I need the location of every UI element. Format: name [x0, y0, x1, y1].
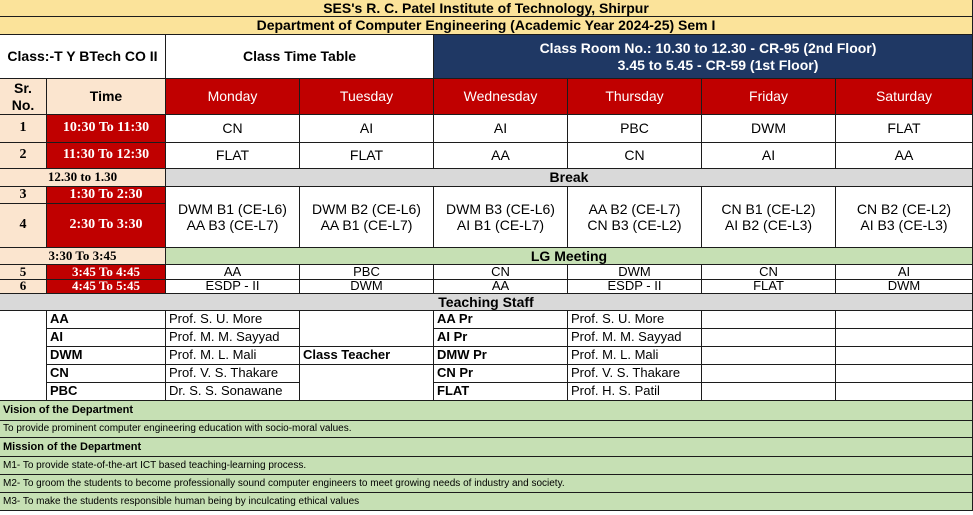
staff-empty-cell [702, 311, 836, 329]
slot-2-monday: FLAT [166, 143, 300, 169]
staff-left-name-4: Prof. V. S. Thakare [166, 365, 300, 383]
slot-5-thursday: DWM [568, 265, 702, 280]
slot-5-tuesday: PBC [300, 265, 434, 280]
lg-meeting-label: LG Meeting [166, 248, 973, 265]
time-slot-3: 1:30 To 2:30 [47, 187, 166, 204]
class-teacher-blank-bottom [300, 365, 434, 401]
mission-item-3: M3- To make the students responsible human being by inculcating ethical values [0, 493, 973, 511]
slot-6-thursday: ESDP - II [568, 280, 702, 294]
staff-empty-cell [836, 365, 973, 383]
staff-right-code-3: DMW Pr [434, 347, 568, 365]
slot-5-friday: CN [702, 265, 836, 280]
slot-6-saturday: DWM [836, 280, 973, 294]
day-header-saturday: Saturday [836, 79, 973, 115]
staff-right-name-2: Prof. M. M. Sayyad [568, 329, 702, 347]
classroom-line-1: Class Room No.: 10.30 to 12.30 - CR-95 (2nd Floor) [539, 40, 877, 57]
slot-6-wednesday: AA [434, 280, 568, 294]
staff-left-name-1: Prof. S. U. More [166, 311, 300, 329]
lab-friday-line-2: AI B2 (CE-L3) [724, 217, 813, 233]
slot-1-tuesday: AI [300, 115, 434, 143]
vision-text: To provide prominent computer engineering education with socio-moral values. [0, 421, 973, 438]
department-title: Department of Computer Engineering (Academic Year 2024-25) Sem I [0, 17, 973, 35]
slot-1-thursday: PBC [568, 115, 702, 143]
sr-2: 2 [0, 143, 47, 169]
lab-wednesday-line-2: AI B1 (CE-L7) [456, 217, 545, 233]
teaching-staff-title: Teaching Staff [0, 294, 973, 311]
lab-monday-line-2: AA B3 (CE-L7) [186, 217, 279, 233]
staff-spacer [0, 311, 47, 401]
staff-left-name-5: Dr. S. S. Sonawane [166, 383, 300, 401]
staff-empty-cell [702, 329, 836, 347]
slot-1-monday: CN [166, 115, 300, 143]
class-label: Class:-T Y BTech CO II [0, 35, 166, 79]
lab-saturday-line-1: CN B2 (CE-L2) [856, 200, 952, 217]
lab-saturday-line-2: AI B3 (CE-L3) [860, 217, 948, 233]
bottom-edge [0, 511, 973, 515]
staff-left-code-1: AA [47, 311, 166, 329]
lab-monday-line-1: DWM B1 (CE-L6) [178, 200, 287, 217]
staff-empty-cell [836, 347, 973, 365]
slot-2-friday: AI [702, 143, 836, 169]
staff-left-code-3: DWM [47, 347, 166, 365]
lab-wednesday [434, 187, 568, 248]
break-time: 12.30 to 1.30 [0, 169, 166, 187]
lab-monday [166, 187, 300, 248]
sr-1: 1 [0, 115, 47, 143]
sr-6: 6 [0, 280, 47, 294]
lg-meeting-time: 3:30 To 3:45 [0, 248, 166, 265]
day-header-tuesday: Tuesday [300, 79, 434, 115]
slot-5-wednesday: CN [434, 265, 568, 280]
slot-6-tuesday: DWM [300, 280, 434, 294]
staff-right-name-5: Prof. H. S. Patil [568, 383, 702, 401]
sr-no-header-text: Sr. No. [11, 80, 35, 113]
staff-right-name-3: Prof. M. L. Mali [568, 347, 702, 365]
institute-title: SES's R. C. Patel Institute of Technology, Shirpur [0, 0, 973, 17]
sr-4: 4 [0, 204, 47, 248]
day-header-monday: Monday [166, 79, 300, 115]
slot-5-monday: AA [166, 265, 300, 280]
time-slot-4: 2:30 To 3:30 [47, 204, 166, 248]
staff-empty-cell [836, 329, 973, 347]
class-teacher-label: Class Teacher [300, 347, 434, 365]
slot-6-monday: ESDP - II [166, 280, 300, 294]
sr-3: 3 [0, 187, 47, 204]
staff-left-name-3: Prof. M. L. Mali [166, 347, 300, 365]
slot-2-wednesday: AA [434, 143, 568, 169]
vision-title: Vision of the Department [0, 401, 973, 421]
slot-2-saturday: AA [836, 143, 973, 169]
classroom-line-2: 3.45 to 5.45 - CR-59 (1st Floor) [617, 56, 819, 73]
slot-6-friday: FLAT [702, 280, 836, 294]
day-header-wednesday: Wednesday [434, 79, 568, 115]
slot-1-saturday: FLAT [836, 115, 973, 143]
lab-thursday-line-2: CN B3 (CE-L2) [587, 217, 682, 233]
time-slot-6: 4:45 To 5:45 [47, 280, 166, 294]
sr-no-header [0, 79, 47, 115]
slot-5-saturday: AI [836, 265, 973, 280]
staff-right-code-1: AA Pr [434, 311, 568, 329]
lab-thursday [568, 187, 702, 248]
staff-left-name-2: Prof. M. M. Sayyad [166, 329, 300, 347]
slot-2-tuesday: FLAT [300, 143, 434, 169]
slot-1-friday: DWM [702, 115, 836, 143]
time-slot-2: 11:30 To 12:30 [47, 143, 166, 169]
staff-right-code-5: FLAT [434, 383, 568, 401]
sr-5: 5 [0, 265, 47, 280]
time-slot-1: 10:30 To 11:30 [47, 115, 166, 143]
lab-wednesday-line-1: DWM B3 (CE-L6) [446, 200, 555, 217]
classroom-info [434, 35, 973, 79]
lab-tuesday-line-2: AA B1 (CE-L7) [320, 217, 413, 233]
staff-empty-cell [836, 311, 973, 329]
lab-thursday-line-1: AA B2 (CE-L7) [588, 200, 681, 217]
staff-empty-cell [836, 383, 973, 401]
staff-empty-cell [702, 383, 836, 401]
lab-saturday [836, 187, 973, 248]
staff-empty-cell [702, 347, 836, 365]
staff-left-code-2: AI [47, 329, 166, 347]
mission-title: Mission of the Department [0, 438, 973, 457]
lab-tuesday-line-1: DWM B2 (CE-L6) [312, 200, 421, 217]
mission-item-2: M2- To groom the students to become professionally sound computer engineers to meet growing needs of industry and society. [0, 475, 973, 493]
slot-2-thursday: CN [568, 143, 702, 169]
class-teacher-blank-top [300, 311, 434, 347]
staff-left-code-5: PBC [47, 383, 166, 401]
break-label: Break [166, 169, 973, 187]
staff-right-name-4: Prof. V. S. Thakare [568, 365, 702, 383]
staff-right-code-2: AI Pr [434, 329, 568, 347]
staff-empty-cell [702, 365, 836, 383]
day-header-thursday: Thursday [568, 79, 702, 115]
timetable-label: Class Time Table [166, 35, 434, 79]
lab-friday-line-1: CN B1 (CE-L2) [721, 200, 816, 217]
lab-tuesday [300, 187, 434, 248]
time-header: Time [47, 79, 166, 115]
lab-friday [702, 187, 836, 248]
day-header-friday: Friday [702, 79, 836, 115]
slot-1-wednesday: AI [434, 115, 568, 143]
time-slot-5: 3:45 To 4:45 [47, 265, 166, 280]
staff-right-code-4: CN Pr [434, 365, 568, 383]
mission-item-1: M1- To provide state-of-the-art ICT based teaching-learning process. [0, 457, 973, 475]
staff-right-name-1: Prof. S. U. More [568, 311, 702, 329]
staff-left-code-4: CN [47, 365, 166, 383]
